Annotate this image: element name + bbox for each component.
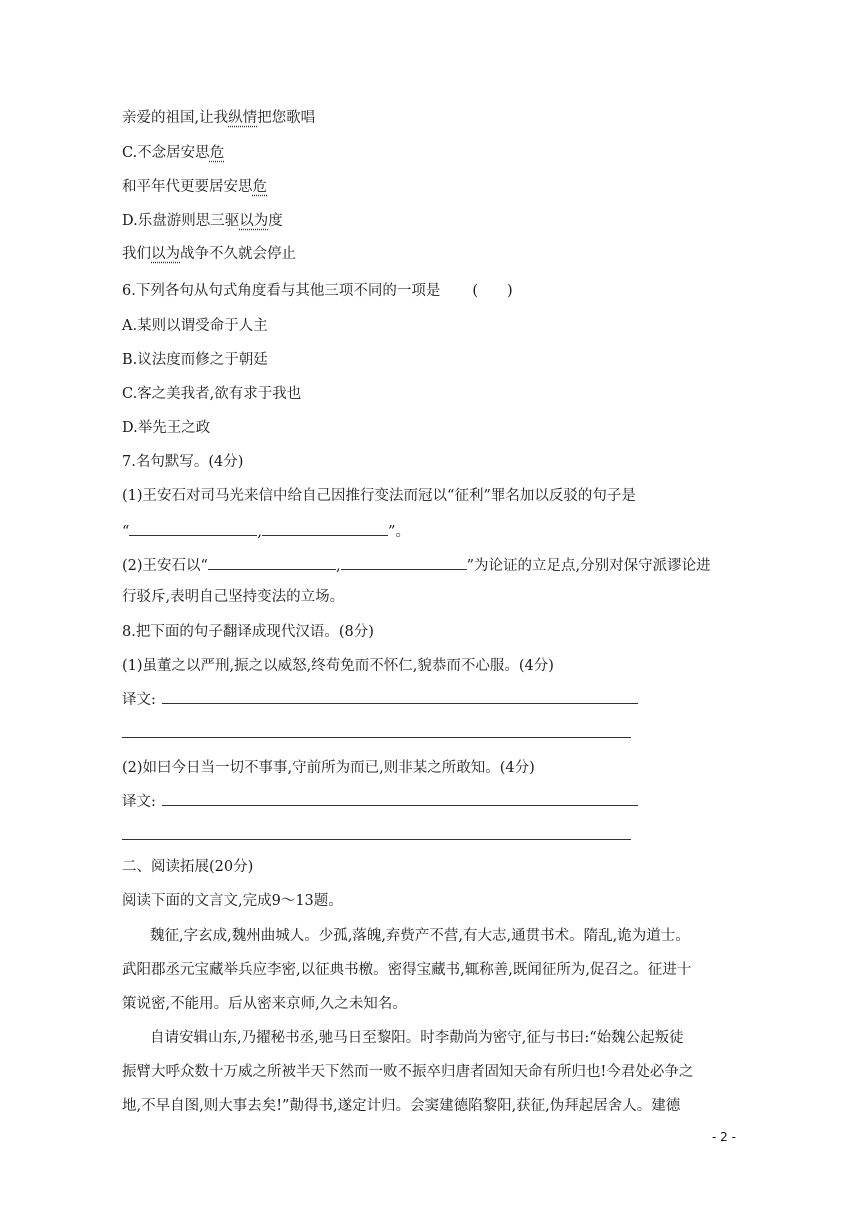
passage-line: 自请安辑山东,乃擢秘书丞,驰马日至黎阳。时李勣尚为密守,征与书曰:“始魏公起叛徒	[150, 1030, 684, 1046]
q7-part1-blanks: “ , ”。	[122, 520, 410, 542]
passage-line: 振臂大呼众数十万威之所被半天下然而一败不振卒归唐者固知天命有所归也!今君处必争之	[122, 1064, 694, 1080]
q6-stem: 6.下列各句从句式角度看与其他三项不同的一项是 ( )	[122, 283, 513, 299]
fill-blank[interactable]	[129, 520, 257, 536]
emphasis-dots: 危	[252, 179, 267, 195]
answer-paren: ( )	[472, 283, 513, 299]
q7-stem: 7.名句默写。(4分)	[122, 454, 244, 470]
q7-part1: (1)王安石对司马光来信中给自己因推行变法而冠以“征利”罪名加以反驳的句子是	[122, 488, 636, 504]
q7-part2-line2: 行驳斥,表明自己坚持变法的立场。	[122, 589, 345, 605]
emphasis-dots: 纵情	[228, 110, 258, 126]
q8-stem: 8.把下面的句子翻译成现代汉语。(8分)	[122, 624, 374, 640]
q5-d-example: 我们以为战争不久就会停止	[122, 246, 296, 262]
q7-part2: (2)王安石以“ , ”为论证的立足点,分别对保守派谬论进	[122, 554, 711, 576]
section-title: 二、阅读拓展(20分)	[122, 859, 254, 875]
q5-c-example: 和平年代更要居安思危	[122, 179, 267, 195]
q5-b-example: 亲爱的祖国,让我纵情把您歌唱	[122, 110, 316, 126]
q6-option-a: A.某则以谓受命于人主	[122, 318, 268, 334]
passage-line: 魏征,字玄成,魏州曲城人。少孤,落魄,弃赀产不营,有大志,通贯书术。隋乱,诡为道士。	[150, 928, 690, 944]
emphasis-dots: 以为	[239, 213, 269, 229]
q6-option-c: C.客之美我者,欲有求于我也	[122, 386, 302, 402]
q6-option-d: D.举先王之政	[122, 420, 211, 436]
section-intro: 阅读下面的文言文,完成9～13题。	[122, 893, 343, 909]
passage-line: 策说密,不能用。后从密来京师,久之未知名。	[122, 996, 407, 1012]
q5-option-c: C.不念居安思危	[122, 145, 225, 161]
answer-line[interactable]	[122, 737, 631, 738]
q6-option-b: B.议法度而修之于朝廷	[122, 352, 268, 368]
fill-blank[interactable]	[262, 520, 388, 536]
translation-label: 译文:	[122, 692, 156, 708]
page-number: - 2 -	[712, 1130, 736, 1144]
translation-label: 译文:	[122, 794, 156, 810]
q5-option-d: D.乐盘游则思三驱以为度	[122, 213, 283, 229]
answer-line[interactable]	[122, 839, 631, 840]
passage-line: 武阳郡丞元宝藏举兵应李密,以征典书檄。密得宝藏书,辄称善,既闻征所为,促召之。征进十	[122, 962, 692, 978]
passage-line: 地,不早自图,则大事去矣!”勣得书,遂定计归。会窦建德陷黎阳,获征,伪拜起居舍人。建德	[122, 1098, 681, 1114]
answer-line[interactable]	[162, 805, 638, 806]
q8-sentence-2: (2)如曰今日当一切不事事,守前所为而已,则非某之所敢知。(4分)	[122, 760, 535, 776]
emphasis-dots: 以为	[151, 246, 180, 262]
answer-line[interactable]	[162, 703, 638, 704]
fill-blank[interactable]	[341, 554, 467, 570]
emphasis-dots: 危	[209, 145, 225, 161]
q8-sentence-1: (1)虽董之以严刑,振之以威怒,终苟免而不怀仁,貌恭而不心服。(4分)	[122, 658, 554, 674]
fill-blank[interactable]	[208, 554, 336, 570]
